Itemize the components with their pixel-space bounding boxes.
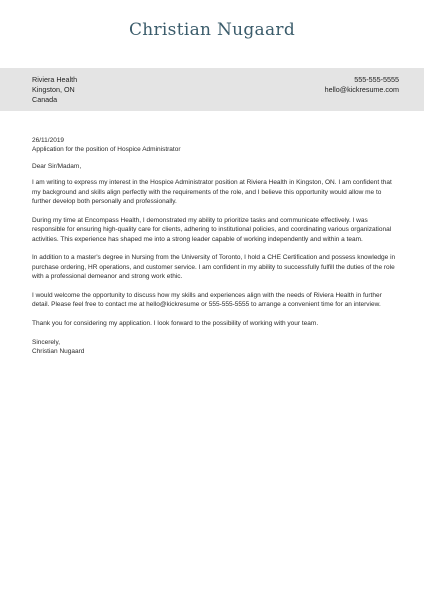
recipient-company: Riviera Health (32, 75, 78, 84)
phone-number: 555-555-5555 (354, 75, 399, 84)
recipient-address (32, 75, 77, 105)
email-address: hello@kickresume.com (324, 85, 399, 94)
signature-name: Christian Nugaard (32, 347, 85, 355)
letter-salutation: Dear Sir/Madam, (32, 162, 82, 170)
recipient-country: Canada (32, 95, 58, 104)
paragraph-introduction: I am writing to express my interest in the Hospice Administrator position at Riviera Health in Kingston, ON. I am confident that my background and skills align perfectly with the requirements of the role, and I believe this opportunity would allow me to further develop both personally and professionally. (32, 179, 392, 206)
letter-closing-block (32, 338, 398, 357)
paragraph-experience: During my time at Encompass Health, I demonstrated my ability to prioritize tasks and communicate effectively. I was responsible for ensuring high-quality care for clients, adhering to institutional policies, and coordinating various organizational activities. This experience has shaped me into a strong leader capable of working independently and within a team. (32, 216, 392, 243)
recipient-city: Kingston, ON (32, 85, 75, 94)
applicant-contact (325, 75, 399, 95)
applicant-name-heading: Christian Nugaard (128, 20, 296, 40)
letter-body (32, 136, 398, 356)
paragraph-thanks: Thank you for considering my application. I look forward to the possibility of working with your team. (32, 319, 319, 327)
letter-subject: Application for the position of Hospice Administrator (32, 146, 181, 154)
paragraph-education: In addition to a master's degree in Nursing from the University of Toronto, I hold a CHE Certification and possess knowledge in purchase ordering, HR operations, and customer service. I am confident in my ability to successfully fulfill the duties of the role with a professional demeanor and strong work ethic. (32, 254, 396, 281)
closing-phrase: Sincerely, (32, 338, 61, 346)
contact-info-band (0, 68, 424, 111)
paragraph-contact: I would welcome the opportunity to discuss how my skills and experiences align with the needs of Riviera Health in further detail. Please feel free to contact me at hello@kickresume or 555-555-5555 to arrange a convenient time for an interview. (32, 291, 382, 309)
letter-date: 26/11/2019 (32, 137, 65, 144)
